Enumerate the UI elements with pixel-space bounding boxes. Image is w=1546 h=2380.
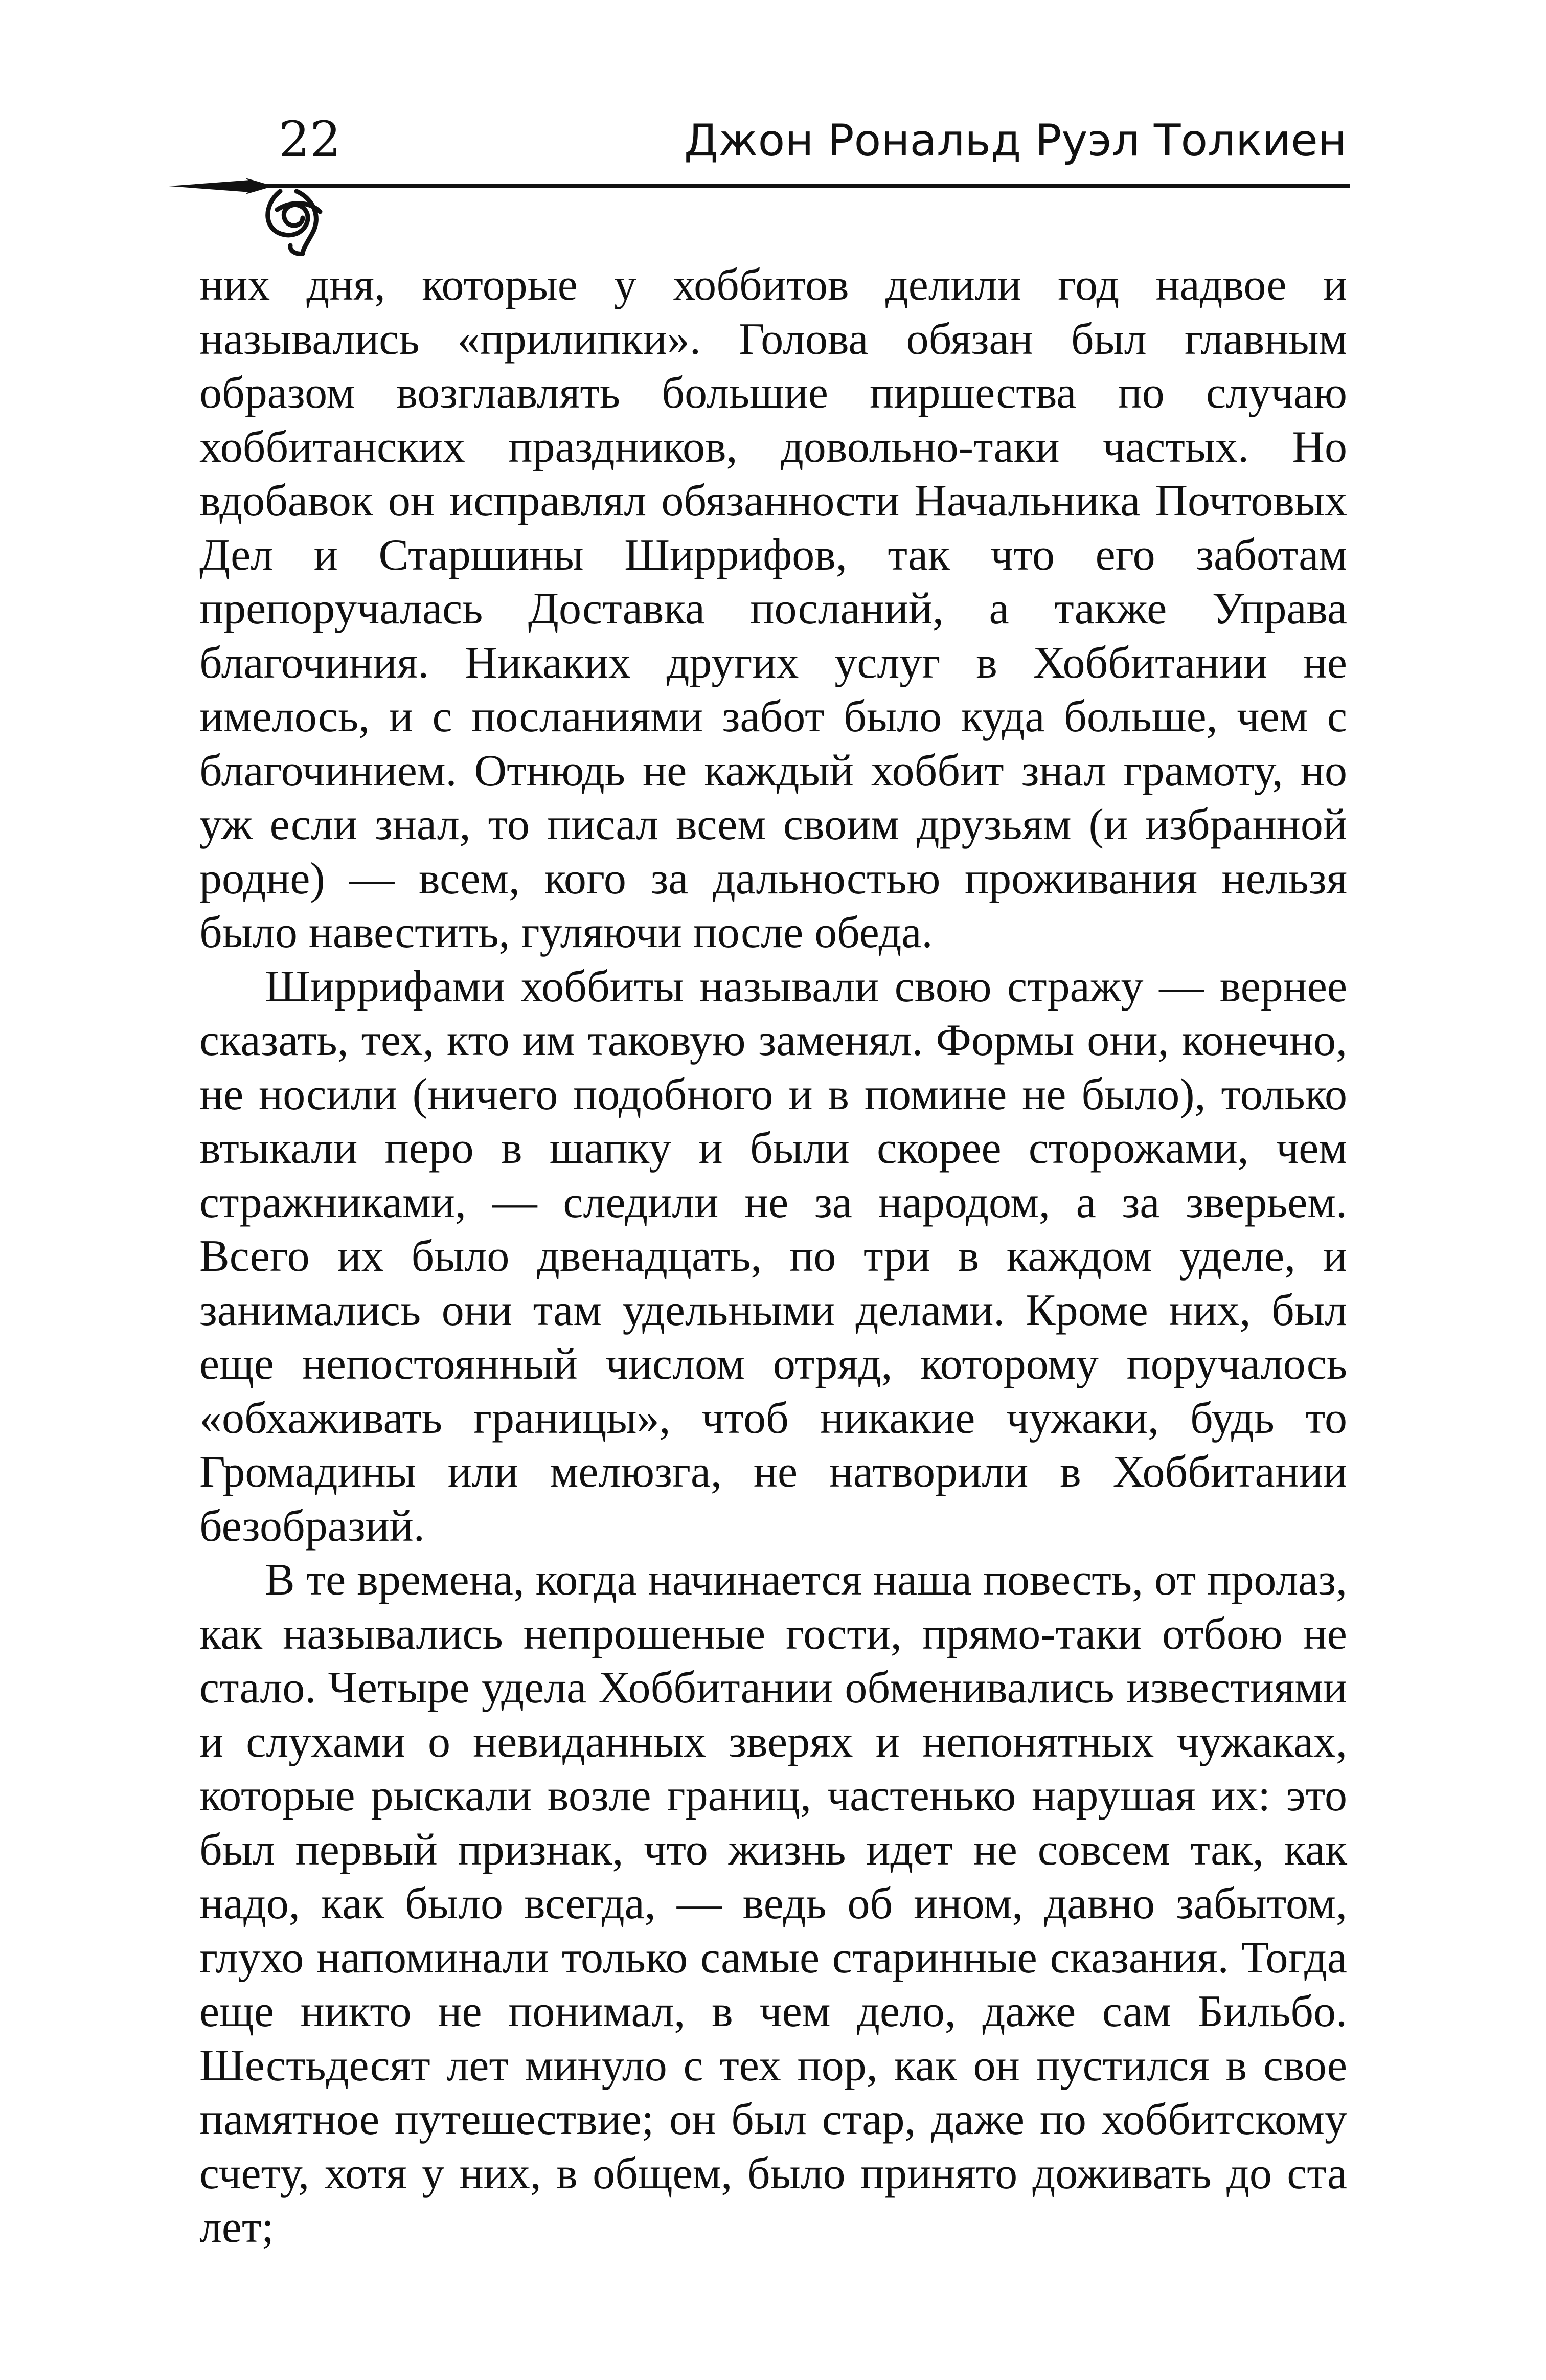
body-text [199, 258, 1347, 2255]
page-number: 22 [279, 111, 342, 168]
running-title: Джон Рональд Руэл Толкиен [684, 115, 1347, 166]
paragraph-shirriffs: Ширрифами хоббиты называли свою стражу — вернее сказать, тех, кто им таковую заменял. Формы они, конечно, не носили (ничего подобного и в помине не было), только втыкали перо в шапку и были скорее сторожами, чем стражниками, — следили не за народом, а за зверьем. Всего их было двенадцать, по три в каждом уделе, и занимались они там удельными делами. Кроме них, был еще непостоянный числом отряд, которому поручалось «обхаживать границы», чтоб никакие чужаки, будь то Громадины или мелюзга, не натворили в Хоббитании безобразий. [199, 961, 1347, 1551]
paragraph-continued: них дня, которые у хоббитов делили год надвое и назывались «прилипки». Голова обязан был главным образом возглавлять большие пиршества по случаю хоббитанских праздников, довольно-таки частых. Но вдобавок он исправлял обязанности Начальника Почтовых Дел и Старшины Ширрифов, так что его заботам препоручалась Доставка посланий, а также Управа благочиния. Никаких других услуг в Хоббитании не имелось, и с посланиями забот было куда больше, чем с благочинием. Отнюдь не каждый хоббит знал грамоту, но уж если знал, то писал всем своим друзьям (и избранной родне) — всем, кого за дальностью проживания нельзя было навестить, гуляючи после обеда. [199, 260, 1347, 957]
arrowhead-icon [169, 178, 274, 194]
header-rule [228, 184, 1350, 188]
header-ornament [169, 169, 1350, 256]
paragraph-trespassers: В те времена, когда начинается наша повесть, от пролаз, как назывались непрошеные гости, прямо-таки отбою не стало. Четыре удела Хоббитании обменивались известиями и слухами о невиданных зверях и непонятных чужаках, которые рыскали возле границ, частенько нарушая их: это был первый признак, что жизнь идет не совсем так, как надо, как было всегда, — ведь об ином, давно забытом, глухо напоминали только самые старинные сказания. Тогда еще никто не понимал, в чем дело, даже сам Бильбо. Шестьдесят лет минуло с тех пор, как он пустился в свое памятное путешествие; он был стар, даже по хоббитскому счету, хотя у них, в общем, было принято доживать до ста лет; [199, 1555, 1347, 2252]
celtic-knot-icon [268, 191, 320, 254]
